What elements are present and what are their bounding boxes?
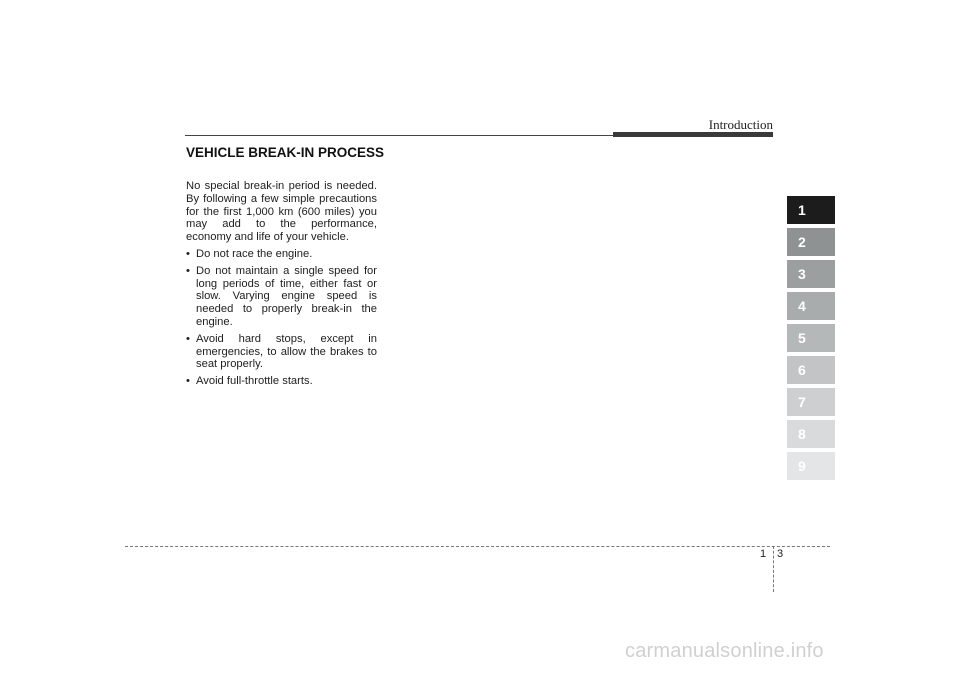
footer-divider [773,546,774,592]
bullet-mark: • [186,264,190,277]
section-heading: VEHICLE BREAK-IN PROCESS [186,145,385,160]
list-item-text: Do not maintain a single speed for long periods of time, either fast or slow. Varying engine speed is needed to properly break-in the engine. [196,264,377,328]
list-item-text: Avoid hard stops, except in emergencies, to allow the brakes to seat properly. [196,332,377,371]
chapter-tab-9[interactable]: 9 [787,452,835,480]
chapter-tab-1[interactable]: 1 [787,196,835,224]
precaution-list [186,248,377,388]
bullet-mark: • [186,332,190,345]
bullet-mark: • [186,247,190,260]
footer-chapter-number: 1 [760,548,767,560]
chapter-tab-5[interactable]: 5 [787,324,835,352]
body-column [186,180,377,392]
bullet-mark: • [186,375,190,388]
chapter-tabs [787,196,835,484]
chapter-tab-7[interactable]: 7 [787,388,835,416]
list-item [186,265,377,329]
footer-rule [125,546,830,547]
chapter-tab-2[interactable]: 2 [787,228,835,256]
list-item [186,333,377,371]
footer-page-number: 3 [777,548,784,560]
chapter-tab-4[interactable]: 4 [787,292,835,320]
chapter-tab-8[interactable]: 8 [787,420,835,448]
list-item-text: Do not race the engine. [196,247,313,260]
list-item-text: Avoid full-throttle starts. [196,375,313,388]
watermark: carmanualsonline.info [625,640,824,662]
intro-paragraph: No special break-in period is needed. By following a few simple precautions for the first 1,000 km (600 miles) you may add to the performance, economy and life of your vehicle. [186,180,377,244]
list-item [186,375,377,388]
header-bar [613,132,773,137]
list-item [186,248,377,261]
chapter-tab-3[interactable]: 3 [787,260,835,288]
chapter-tab-6[interactable]: 6 [787,356,835,384]
header-title: Introduction [708,117,773,132]
